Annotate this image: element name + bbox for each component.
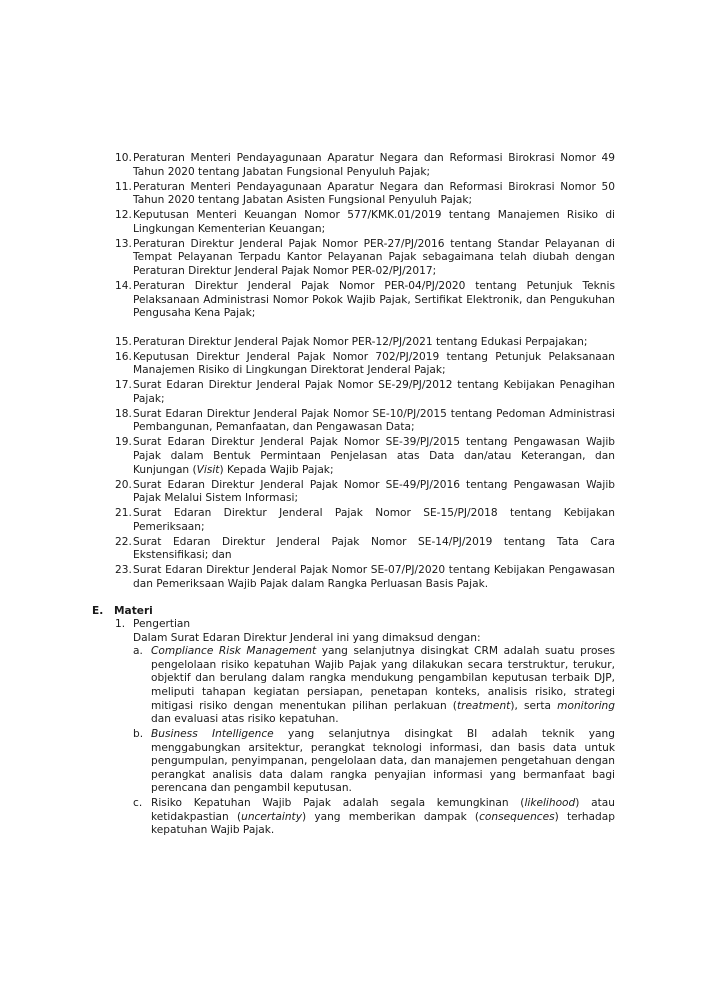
reference-item-17 — [115, 379, 615, 406]
item-number: 18. — [115, 407, 132, 420]
item-number: 21. — [115, 507, 132, 520]
item-text: Peraturan Direktur Jenderal Pajak Nomor PER-27/PJ/2016 tentang Standar Pelayanan di Tempat Pelayanan Terpadu Kantor Pelayanan Pajak sebagaimana telah diubah dengan Peraturan Direktur Jenderal Pajak Nomor PER-02/PJ/2017; — [133, 237, 615, 277]
item-text: Surat Edaran Direktur Jenderal Pajak Nomor SE-10/PJ/2015 tentang Pedoman Administrasi Pembangunan, Pemanfaatan, dan Pengawasan Data; — [133, 407, 615, 434]
definition-text: ) terhadap kepatuhan Wajib Pajak. — [151, 810, 615, 837]
item-number: 20. — [115, 478, 132, 491]
section-title: Materi — [114, 605, 153, 617]
section-e-materi — [92, 604, 615, 839]
reference-item-20 — [115, 479, 615, 506]
subsection-heading — [115, 618, 615, 632]
item-text: Surat Edaran Direktur Jenderal Pajak Nomor SE-29/PJ/2012 tentang Kebijakan Penagihan Pajak; — [133, 379, 615, 405]
definition-italic: likelihood — [524, 797, 576, 810]
definitions-intro: Dalam Surat Edaran Direktur Jenderal ini yang dimaksud dengan: — [133, 631, 481, 644]
reference-item-15 — [115, 336, 615, 350]
definition-text: ), serta — [510, 699, 558, 712]
definition-bi — [133, 728, 615, 796]
reference-item-12 — [115, 209, 615, 236]
definition-text: dan evaluasi atas risiko kepatuhan. — [151, 713, 339, 726]
item-number: 19. — [115, 436, 132, 449]
reference-item-18 — [115, 408, 615, 435]
definition-crm — [133, 645, 615, 727]
item-number: 11. — [115, 180, 132, 193]
item-number: 10. — [115, 152, 132, 164]
reference-item-19 — [115, 436, 615, 477]
item-text: Keputusan Menteri Keuangan Nomor 577/KMK.01/2019 tentang Manajemen Risiko di Lingkungan Kementerian Keuangan; — [133, 209, 615, 235]
definition-italic: consequences — [479, 810, 555, 823]
reference-item-16 — [115, 351, 615, 378]
item-number: 14. — [115, 279, 132, 292]
definitions-list — [115, 645, 615, 838]
reference-item-10 — [115, 152, 615, 179]
item-text: Surat Edaran Direktur Jenderal Pajak Nomor SE-49/PJ/2016 tentang Pengawasan Wajib Pajak Melalui Sistem Informasi; — [133, 478, 615, 505]
definition-term: Business Intelligence — [151, 727, 274, 740]
definition-letter: c. — [133, 797, 143, 810]
item-text: Surat Edaran Direktur Jenderal Pajak Nomor SE-15/PJ/2018 tentang Kebijakan Pemeriksaan; — [133, 507, 615, 533]
definition-text: ) atau ketidakpastian ( — [151, 797, 615, 823]
subsection-number: 1. — [115, 618, 126, 630]
subsection-title: Pengertian — [133, 618, 191, 630]
definition-letter: b. — [133, 727, 144, 740]
definition-letter: a. — [133, 645, 143, 658]
item-number: 17. — [115, 379, 132, 392]
definition-text: ) yang memberikan dampak ( — [301, 810, 480, 823]
definition-italic: monitoring — [557, 699, 615, 712]
reference-item-23 — [115, 564, 615, 591]
reference-item-21 — [115, 507, 615, 534]
definition-italic: treatment — [456, 699, 511, 712]
definition-italic: uncertainty — [241, 810, 302, 823]
item-text: Peraturan Direktur Jenderal Pajak Nomor PER-04/PJ/2020 tentang Petunjuk Teknis Pelaksanaan Administrasi Nomor Pokok Wajib Pajak, Sertifikat Elektronik, dan Pengukuhan Pengusaha Kena Pajak; — [133, 279, 615, 320]
item-number: 23. — [115, 564, 132, 577]
item-number: 22. — [115, 535, 132, 548]
item-number: 15. — [115, 335, 132, 348]
legal-basis-list — [115, 152, 615, 593]
item-text: Peraturan Menteri Pendayagunaan Aparatur Negara dan Reformasi Birokrasi Nomor 49 Tahun 2020 tentang Jabatan Fungsional Penyuluh Pajak; — [133, 152, 615, 178]
reference-item-11 — [115, 181, 615, 208]
item-number: 12. — [115, 209, 132, 222]
item-number: 13. — [115, 237, 132, 250]
reference-item-14 — [115, 280, 615, 321]
item-text: ) Kepada Wajib Pajak; — [219, 463, 334, 476]
definition-risk — [133, 797, 615, 838]
item-text: Peraturan Menteri Pendayagunaan Aparatur Negara dan Reformasi Birokrasi Nomor 50 Tahun 2020 tentang Jabatan Asisten Fungsional Penyuluh Pajak; — [133, 180, 615, 207]
item-text: Keputusan Direktur Jenderal Pajak Nomor 702/PJ/2019 tentang Petunjuk Pelaksanaan Manajemen Risiko di Lingkungan Direktorat Jenderal Pajak; — [133, 350, 615, 377]
reference-item-13 — [115, 238, 615, 279]
definition-text: yang selanjutnya disingkat CRM adalah suatu proses pengelolaan risiko kepatuhan Wajib Pajak yang dilakukan secara terstruktur, terukur, objektif dan berulang dalam rangka mendukung pengambilan keputusan terbaik DJP, meliputi tahapan kegiatan persiapan, penetapan konteks, analisis risiko, strategi mitigasi risiko dengan menentukan pilihan perlakuan ( — [151, 645, 615, 712]
section-heading — [92, 604, 615, 618]
section-letter: E. — [92, 605, 104, 617]
item-number: 16. — [115, 350, 132, 363]
item-text: Surat Edaran Direktur Jenderal Pajak Nomor SE-14/PJ/2019 tentang Tata Cara Ekstensifikasi; dan — [133, 535, 615, 562]
definition-term: Compliance Risk Management — [151, 645, 317, 658]
item-text: Peraturan Direktur Jenderal Pajak Nomor PER-12/PJ/2021 tentang Edukasi Perpajakan; — [133, 335, 588, 348]
item-text: Surat Edaran Direktur Jenderal Pajak Nomor SE-07/PJ/2020 tentang Kebijakan Pengawasan dan Pemeriksaan Wajib Pajak dalam Rangka Perluasan Basis Pajak. — [133, 564, 615, 590]
item-text: Surat Edaran Direktur Jenderal Pajak Nomor SE-39/PJ/2015 tentang Pengawasan Wajib Pajak dalam Bentuk Permintaan Penjelasan atas Data dan/atau Keterangan, dan Kunjungan ( — [133, 436, 615, 476]
definition-text: Risiko Kepatuhan Wajib Pajak adalah segala kemungkinan ( — [151, 797, 525, 810]
item-text-italic: Visit — [196, 463, 220, 476]
subsection-pengertian — [92, 618, 615, 838]
reference-item-22 — [115, 536, 615, 563]
definition-text: yang selanjutnya disingkat BI adalah teknik yang menggabungkan arsitektur, perangkat teknologi informasi, dan basis data untuk pengumpulan, penyimpanan, pengelolaan data, dan manajemen pengetahuan dengan perangkat analisis data dalam rangka penyajian informasi yang bermanfaat bagi perencana dan pengambil keputusan. — [151, 727, 615, 795]
